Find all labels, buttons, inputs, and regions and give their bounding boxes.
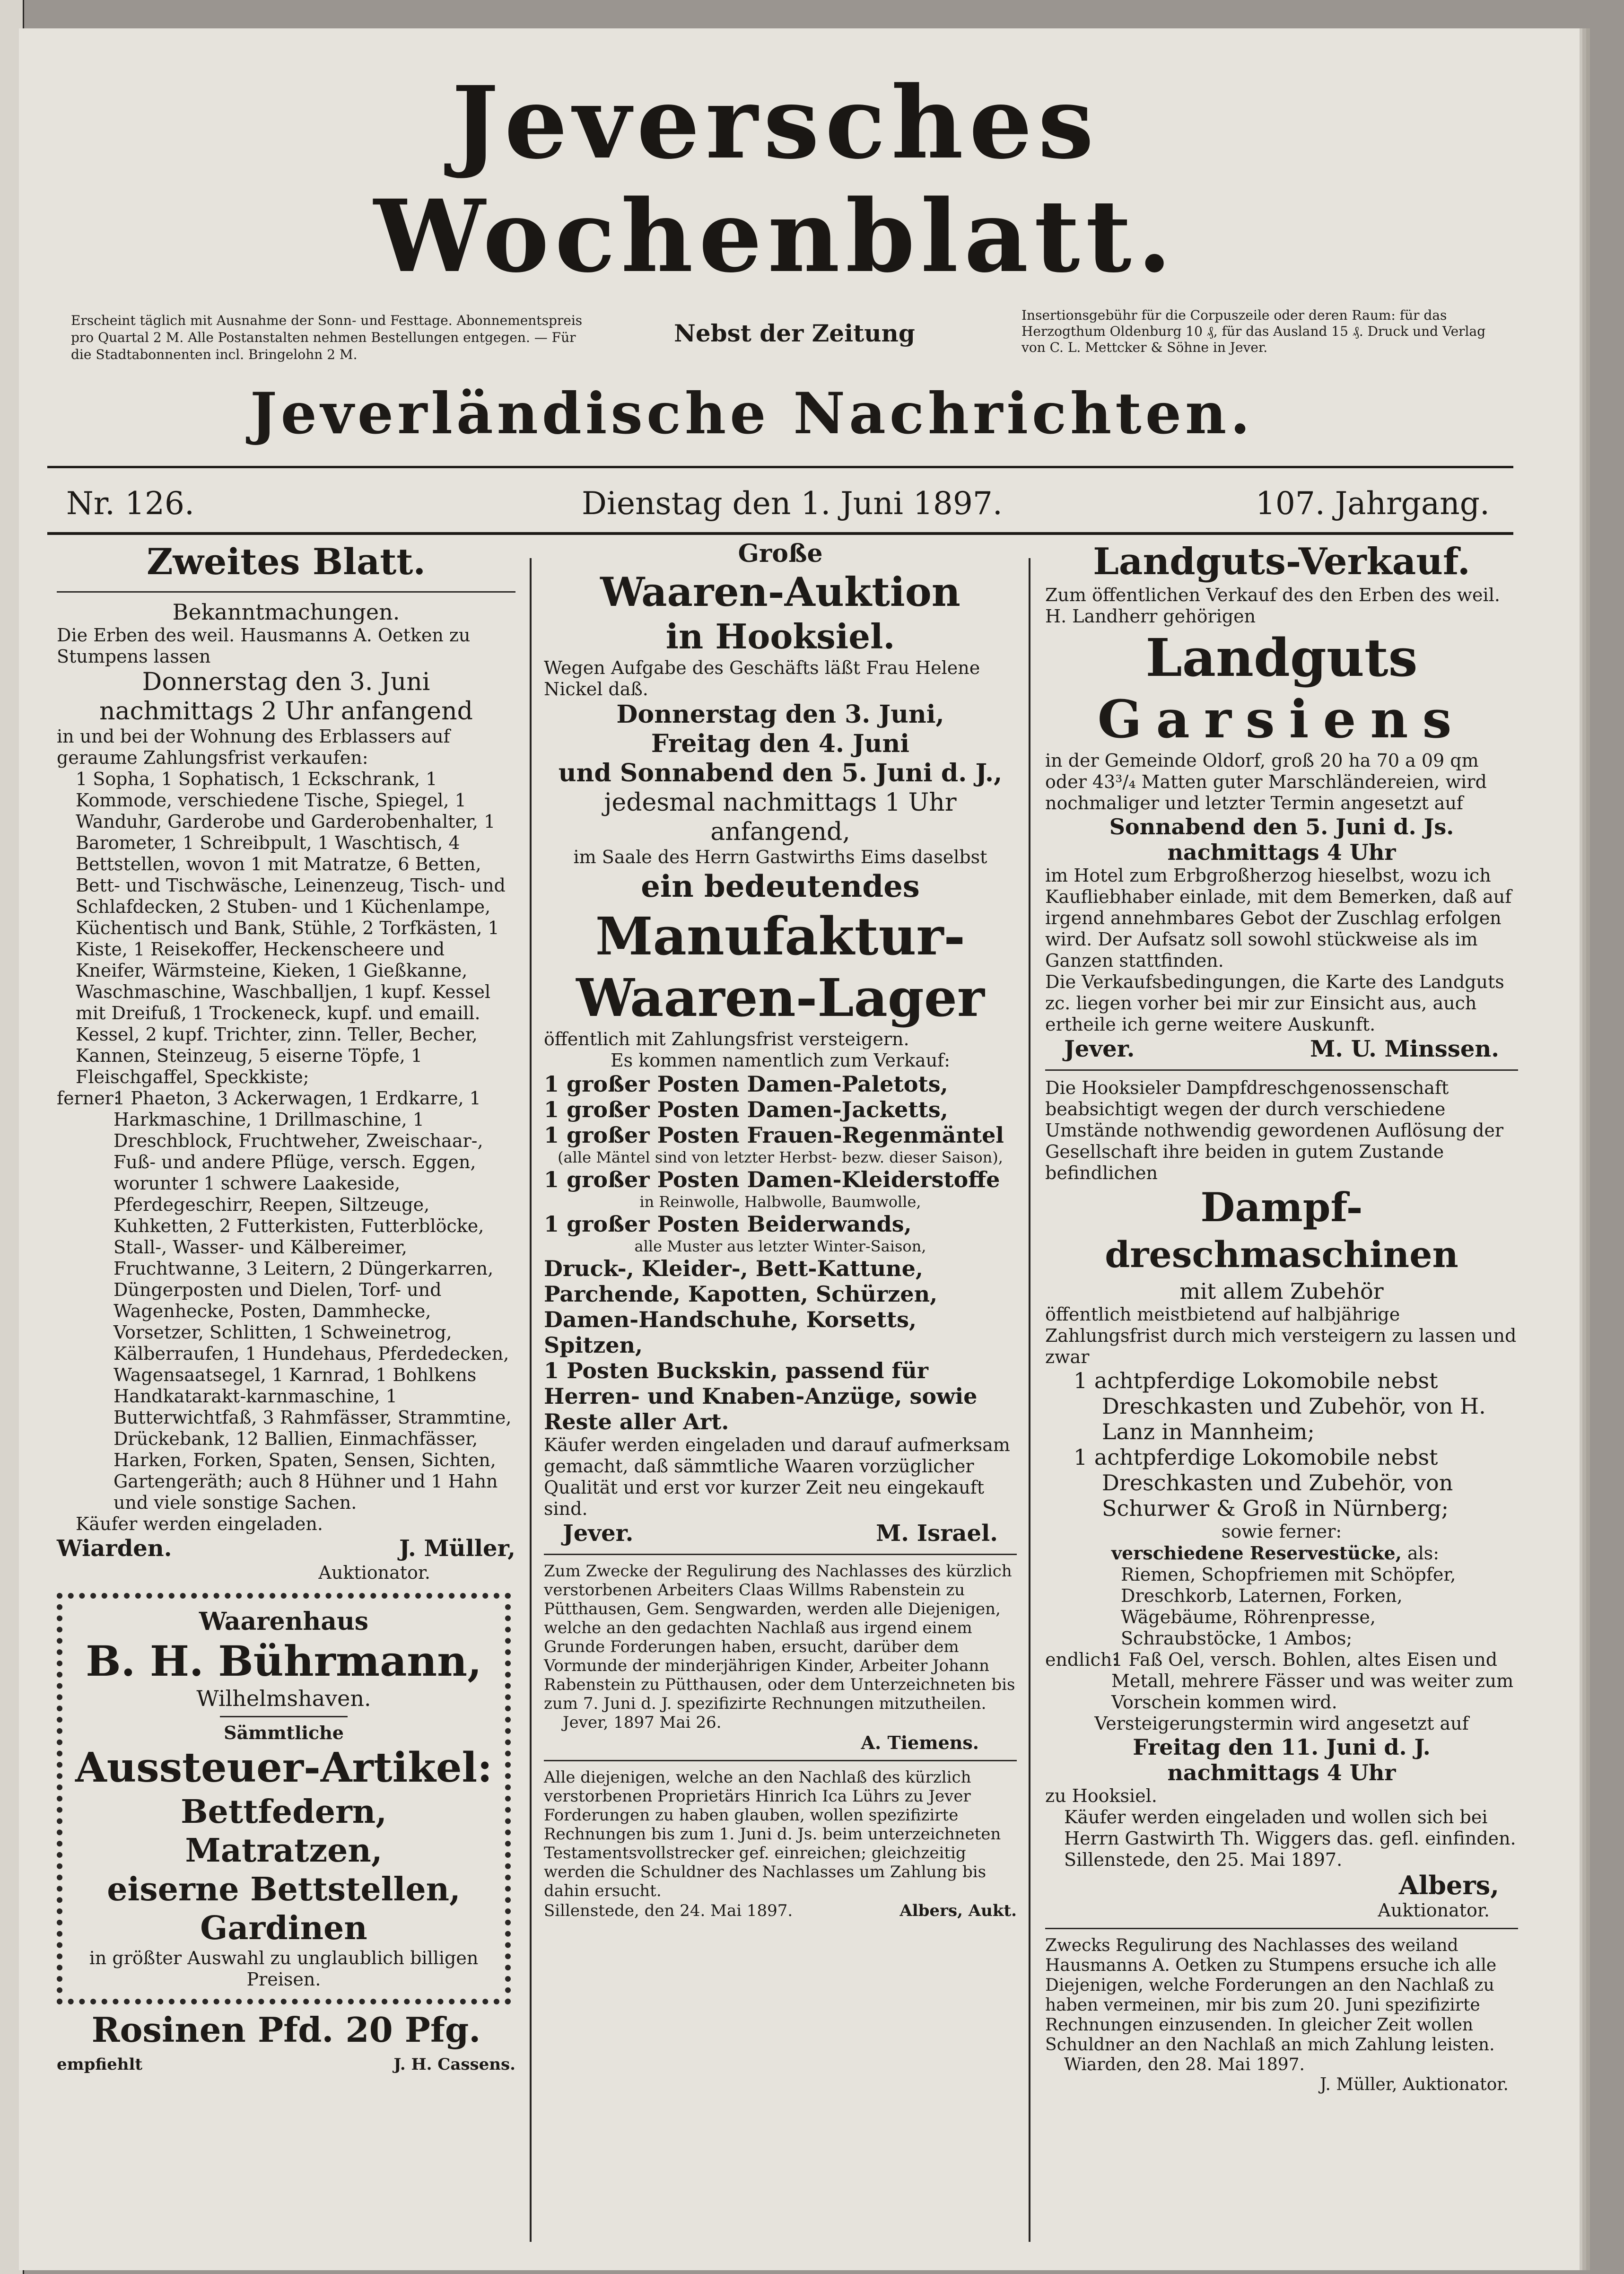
rabenstein-signature: A. Tiemens. xyxy=(861,1732,979,1753)
dampf-endlich: 1 Faß Oel, versch. Bohlen, altes Eisen und Metall, mehrere Fässer und was weiter zum Vorschein kommen wird. xyxy=(1111,1649,1514,1713)
auction-venue: im Saale des Herrn Gastwirths Eims daselbst xyxy=(573,847,987,867)
raisins-signature xyxy=(57,2051,515,2078)
divider xyxy=(544,1760,1017,1761)
auction-item-7: 1 Posten Buckskin, passend für Herren- und Knaben-Anzüge, sowie Reste aller Art. xyxy=(544,1358,978,1434)
auction-date-1: Donnerstag den 3. Juni, xyxy=(616,700,944,729)
raisins-right: J. H. Cassens. xyxy=(393,2055,515,2074)
auction-item-3: 1 großer Posten Frauen-Regenmäntel xyxy=(544,1122,1004,1148)
rabenstein-notice: Zum Zwecke der Regulirung des Nachlasses des kürzlich verstorbenen Arbeiters Claas Willms Rabenstein zu Pütthausen, Gem. Sengwarden, werden alle Diejenigen, welche an den gedachten Nachlaß aus irgend einem Grunde Forderungen haben, ersucht, darüber dem Vormunde der minderjährigen Kinder, Arbeiter Johann Rabenstein zu Pütthausen, oder dem Unterzeichneten bis zum 7. Juni d. J. spezifizirte Rechnungen mitzutheilen. xyxy=(544,1562,1015,1713)
rabenstein-date: Jever, 1897 Mai 26. xyxy=(563,1713,722,1732)
auction-sig-name: M. Israel. xyxy=(876,1520,998,1547)
issue-number: Nr. 126. xyxy=(66,485,194,522)
auction-date-4: jedesmal nachmittags 1 Uhr xyxy=(604,788,957,817)
auction-place: in Hooksiel. xyxy=(665,616,895,656)
signature-role: Auktionator. xyxy=(318,1562,430,1583)
subscription-notice: Erscheint täglich mit Ausnahme der Sonn- und Festtage. Abonnementspreis pro Quartal 2 M. Alle Postanstalten nehmen Bestellungen entgegen. — Für die Stadtabonnenten incl. Bringelohn 2 M. xyxy=(71,313,583,362)
landgut-body-2: im Hotel zum Erbgroßherzog hieselbst, wozu ich Kaufliebhaber einlade, mit dem Bemerken, daß auf irgend annehmbares Gebot der Zuschlag erfolgen wird. Der Aufsatz soll sowohl stückweise als im Ganzen stattfinden. xyxy=(1045,865,1512,971)
item-list-2: 1 Phaeton, 3 Ackerwagen, 1 Erdkarre, 1 Harkmaschine, 1 Drillmaschine, 1 Dreschblock, Fruchtweher, Zweischaar-, Fuß- und andere Pflüge, versch. Eggen, worunter 1 schwere Laakeside, Pferdegeschirr, Reepen, Siltzeuge, Kuhketten, 2 Futterkisten, Futterblöcke, Stall-, Wasser- und Kälbereimer, Fruchtwanne, 3 Leitern, 2 Düngerkarren, Düngerposten und Dielen, Torf- und Wagenhecke, Posten, Dammhecke, Vorsetzer, Schlitten, 1 Schweinetrog, Kälberraufen, 1 Hundehaus, Pferdedecken, Wagensaatsegel, 1 Karnrad, 1 Bohlkens Handkatarakt-karnmaschine, 1 Butterwichtfaß, 3 Rahmfässer, Strammtine, Drückebank, 12 Ballien, Einmachfässer, Harken, Forken, Spaten, Sensen, Sichten, Gartengeräth; auch 8 Hühner und 1 Hahn und viele sonstige Sachen. xyxy=(114,1088,512,1513)
luehrs-signature: Albers, Aukt. xyxy=(899,1901,1017,1920)
auction-date-2: Freitag den 4. Juni xyxy=(651,729,910,758)
dampf-endlich-label: endlich: xyxy=(1045,1649,1118,1670)
dampf-big-2: dreschmaschinen xyxy=(1105,1233,1458,1276)
ad-intro: Sämmtliche xyxy=(224,1722,344,1743)
ad-item-gardinen: Gardinen xyxy=(200,1909,367,1947)
auction-headline: Waaren-Auktion xyxy=(600,568,960,615)
auction-item-5: 1 großer Posten Beiderwands, xyxy=(544,1211,912,1237)
dampf-machine-2: 1 achtpferdige Lokomobile nebst Dreschkasten und Zubehör, von Schurwer & Groß in Nürnberg; xyxy=(1074,1444,1453,1521)
auction-signature xyxy=(544,1520,1017,1547)
auction-item-5-note: alle Muster aus letzter Winter-Saison, xyxy=(634,1237,926,1255)
ad-store-name: B. H. Bührmann, xyxy=(86,1636,482,1686)
signature-place: Wiarden. xyxy=(57,1535,172,1562)
dampf-signature: Albers, xyxy=(1398,1870,1499,1900)
dampf-body: öffentlich meistbietend auf halbjährige Zahlungsfrist durch mich versteigern zu lassen und zwar xyxy=(1045,1304,1517,1367)
ferner-label: ferner: xyxy=(57,1088,120,1109)
dampf-sowie: sowie ferner: xyxy=(1221,1521,1342,1542)
landgut-sig-name: M. U. Minssen. xyxy=(1310,1036,1499,1062)
column-divider-2 xyxy=(1029,558,1030,2242)
landgut-signature xyxy=(1045,1035,1518,1063)
luehrs-notice: Alle diejenigen, welche an den Nachlaß des kürzlich verstorbenen Proprietärs Hinrich Ica Lührs zu Jever Forderungen zu haben glauben, wollen spezifizirte Rechnungen bis zum 1. Juni d. Js. beim unterzeichneten Testamentsvollstrecker gef. einreichen; gleichzeitig werden die Schuldner des Nachlasses um Zahlung bis dahin ersucht. xyxy=(544,1768,1001,1900)
ad-headline: Aussteuer-Artikel: xyxy=(75,1744,492,1792)
luehrs-footer xyxy=(544,1900,1017,1922)
dampf-endlich-row xyxy=(1045,1649,1518,1713)
item-list-1: 1 Sopha, 1 Sophatisch, 1 Eckschrank, 1 Kommode, verschiedene Tische, Spiegel, 1 Wanduhr, Garderobe und Garderobenhalter, 1 Barometer, 1 Schreibpult, 1 Waschtisch, 4 Bettstellen, wovon 1 mit Matratze, 6 Betten, Bett- und Tischwäsche, Leinenzeug, Tisch- und Schlafdecken, 2 Stuben- und 1 Küchenlampe, Küchentisch und Bank, Stühle, 2 Torfkästen, 1 Kiste, 1 Reisekoffer, Heckenscheere und Kneifer, Wärmsteine, Kieken, 1 Gießkanne, Waschmaschine, Waschballjen, 1 kupf. Kessel mit Dreifuß, 1 Trockeneck, kupf. und emaill. Kessel, 2 kupf. Trichter, zinn. Teller, Becher, Kannen, Steinzeug, 5 eiserne Töpfe, 1 Fleischgaffel, Speckkiste; xyxy=(76,769,506,1087)
raisins-left: empfiehlt xyxy=(57,2055,143,2074)
insertion-fee-notice: Insertionsgebühr für die Corpuszeile oder deren Raum: für das Herzogthum Oldenburg 10 ₰, für das Ausland 15 ₰. Druck und Verlag von C. L. Mettcker & Söhne in Jever. xyxy=(1022,307,1486,355)
auction-named: Es kommen namentlich zum Verkauf: xyxy=(610,1050,951,1071)
auction-lead: ein bedeutendes xyxy=(641,869,920,904)
masthead-title: Jeversches Wochenblatt. xyxy=(374,64,1178,295)
notice-closing: Käufer werden eingeladen. xyxy=(76,1513,323,1534)
landgut-big-2: Garsiens xyxy=(1097,689,1466,750)
column-3 xyxy=(1045,539,1518,2247)
ad-item-matratzen: Matratzen, xyxy=(185,1832,383,1870)
oetken-signature: J. Müller, Auktionator. xyxy=(1319,2075,1509,2094)
landgut-date-1: Sonnabend den 5. Juni d. Js. xyxy=(1109,814,1454,840)
luehrs-date: Sillenstede, den 24. Mai 1897. xyxy=(544,1901,793,1920)
ad-item-bettstellen: eiserne Bettstellen, xyxy=(107,1871,461,1908)
dampf-place: zu Hooksiel. xyxy=(1045,1785,1157,1806)
ad-item-bettfedern: Bettfedern, xyxy=(181,1793,387,1831)
buehrmann-ad xyxy=(57,1593,511,2004)
column-1 xyxy=(57,539,515,2247)
signature-name: J. Müller, xyxy=(399,1535,515,1562)
dampf-machine-1: 1 achtpferdige Lokomobile nebst Dreschkasten und Zubehör, von H. Lanz in Mannheim; xyxy=(1074,1368,1486,1444)
divider xyxy=(57,591,515,593)
rule-top xyxy=(47,466,1513,468)
ad-store-city: Wilhelmshaven. xyxy=(196,1686,371,1711)
ad-store-label: Waarenhaus xyxy=(199,1607,369,1636)
dampf-term: Versteigerungstermin wird angesetzt auf xyxy=(1094,1713,1469,1734)
notice-heading: Bekanntmachungen. xyxy=(172,599,400,625)
item-list-2-row xyxy=(57,1088,515,1513)
notice-date-2: nachmittags 2 Uhr anfangend xyxy=(99,697,473,726)
notice-date-1: Donnerstag den 3. Juni xyxy=(142,668,430,696)
landgut-big-1: Landguts xyxy=(1145,627,1418,688)
dampf-date-line: Sillenstede, den 25. Mai 1897. xyxy=(1064,1849,1343,1870)
subtitle: Jeverländische Nachrichten. xyxy=(250,380,1254,447)
dampf-big-1: Dampf- xyxy=(1200,1184,1363,1231)
dampf-date-1: Freitag den 11. Juni d. J. xyxy=(1133,1734,1431,1760)
divider xyxy=(1045,1928,1518,1929)
auction-item-4: 1 großer Posten Damen-Kleiderstoffe xyxy=(544,1167,1000,1192)
auction-item-4-note: in Reinwolle, Halbwolle, Baumwolle, xyxy=(639,1193,921,1211)
dampf-signature-role: Auktionator. xyxy=(1378,1900,1490,1921)
oetken-notice: Zwecks Regulirung des Nachlasses des weiland Hausmanns A. Oetken zu Stumpens ersuche ich alle Diejenigen, welche Forderungen an den Nachlaß zu haben vermeinen, mir bis zum 20. Juni spezifizirte Rechnungen einzusenden. In gleicher Zeit wollen Schuldner an den Nachlaß an mich Zahlung leisten. xyxy=(1045,1936,1497,2055)
notice-signature xyxy=(57,1535,515,1562)
auction-big-2: Waaren-Lager xyxy=(576,967,985,1028)
ad-footer: in größter Auswahl zu unglaublich billigen Preisen. xyxy=(89,1948,479,1990)
rule-bottom xyxy=(47,532,1513,535)
auction-date-5: anfangend, xyxy=(710,818,850,846)
dampf-parts-label: verschiedene Reservestücke, xyxy=(1111,1542,1402,1564)
newspaper-page xyxy=(19,28,1580,2270)
auction-item-6: Druck-, Kleider-, Bett-Kattune, Parchende, Kapotten, Schürzen, Damen-Handschuhe, Korsetts, Spitzen, xyxy=(544,1256,938,1358)
auction-item-3-note: (alle Mäntel sind von letzter Herbst- bezw. dieser Saison), xyxy=(558,1148,1003,1166)
auction-item-2: 1 großer Posten Damen-Jacketts, xyxy=(544,1097,948,1122)
landgut-body-3: Die Verkaufsbedingungen, die Karte des Landguts zc. liegen vorher bei mir zur Einsicht aus, auch ertheile ich gerne weitere Auskunft. xyxy=(1045,971,1504,1035)
oetken-date: Wiarden, den 28. Mai 1897. xyxy=(1064,2055,1305,2074)
dampf-parts-row xyxy=(1045,1542,1518,1649)
auction-item-1: 1 großer Posten Damen-Paletots, xyxy=(544,1071,948,1097)
dampf-sub: mit allem Zubehör xyxy=(1179,1278,1384,1304)
dampf-intro: Die Hooksieler Dampfdreschgenossenschaft beabsichtigt wegen der durch verschiedene Umstände nothwendig gewordenen Auflösung der Gesellschaft ihre beiden in gutem Zustande befindlichen xyxy=(1045,1077,1503,1183)
auction-date-3: und Sonnabend den 5. Juni d. J., xyxy=(558,759,1003,787)
landgut-date-2: nachmittags 4 Uhr xyxy=(1167,840,1396,865)
landgut-sig-place: Jever. xyxy=(1064,1036,1135,1062)
landgut-body: in der Gemeinde Oldorf, groß 20 ha 70 a 09 qm oder 43³/₄ Matten guter Marschländereien, wird nochmaliger und letzter Termin angesetzt auf xyxy=(1045,750,1487,813)
auction-terms: öffentlich mit Zahlungsfrist versteigern. xyxy=(544,1029,909,1050)
dampf-parts: als: Riemen, Schopfriemen mit Schöpfer, Dreschkorb, Laternen, Forken, Wägebäume, Röhrenpresse, Schraubstöcke, 1 Ambos; xyxy=(1121,1543,1456,1649)
supplement-note: Nebst der Zeitung xyxy=(674,319,915,347)
ad-divider xyxy=(220,1716,348,1717)
divider xyxy=(544,1554,1017,1555)
dampf-date-2: nachmittags 4 Uhr xyxy=(1167,1760,1396,1785)
raisins-ad: Rosinen Pfd. 20 Pfg. xyxy=(91,2010,481,2050)
auction-closing: Käufer werden eingeladen und darauf aufmerksam gemacht, daß sämmtliche Waaren vorzüglicher Qualität und erst vor kurzer Zeit neu eingekauft sind. xyxy=(544,1434,1010,1519)
volume: 107. Jahrgang. xyxy=(1255,485,1490,522)
landgut-headline: Landguts-Verkauf. xyxy=(1093,540,1470,583)
notice-body: in und bei der Wohnung des Erblassers auf geraume Zahlungsfrist verkaufen: xyxy=(57,726,450,768)
auction-big-1: Manufaktur- xyxy=(595,906,966,967)
column-2 xyxy=(544,539,1017,2247)
auction-pre: Große xyxy=(738,539,823,568)
auction-sig-place: Jever. xyxy=(563,1520,634,1547)
issue-date: Dienstag den 1. Juni 1897. xyxy=(582,485,1003,522)
issue-bar xyxy=(57,482,1504,525)
auction-reason: Wegen Aufgabe des Geschäfts läßt Frau Helene Nickel daß. xyxy=(544,657,980,700)
section-title: Zweites Blatt. xyxy=(147,541,426,583)
notice-intro: Die Erben des weil. Hausmanns A. Oetken zu Stumpens lassen xyxy=(57,625,471,667)
divider xyxy=(1045,1069,1518,1071)
column-divider-1 xyxy=(530,558,532,2242)
landgut-intro: Zum öffentlichen Verkauf des den Erben des weil. H. Landherr gehörigen xyxy=(1045,585,1500,627)
dampf-closing: Käufer werden eingeladen und wollen sich bei Herrn Gastwirth Th. Wiggers das. gefl. einfinden. xyxy=(1064,1807,1516,1849)
